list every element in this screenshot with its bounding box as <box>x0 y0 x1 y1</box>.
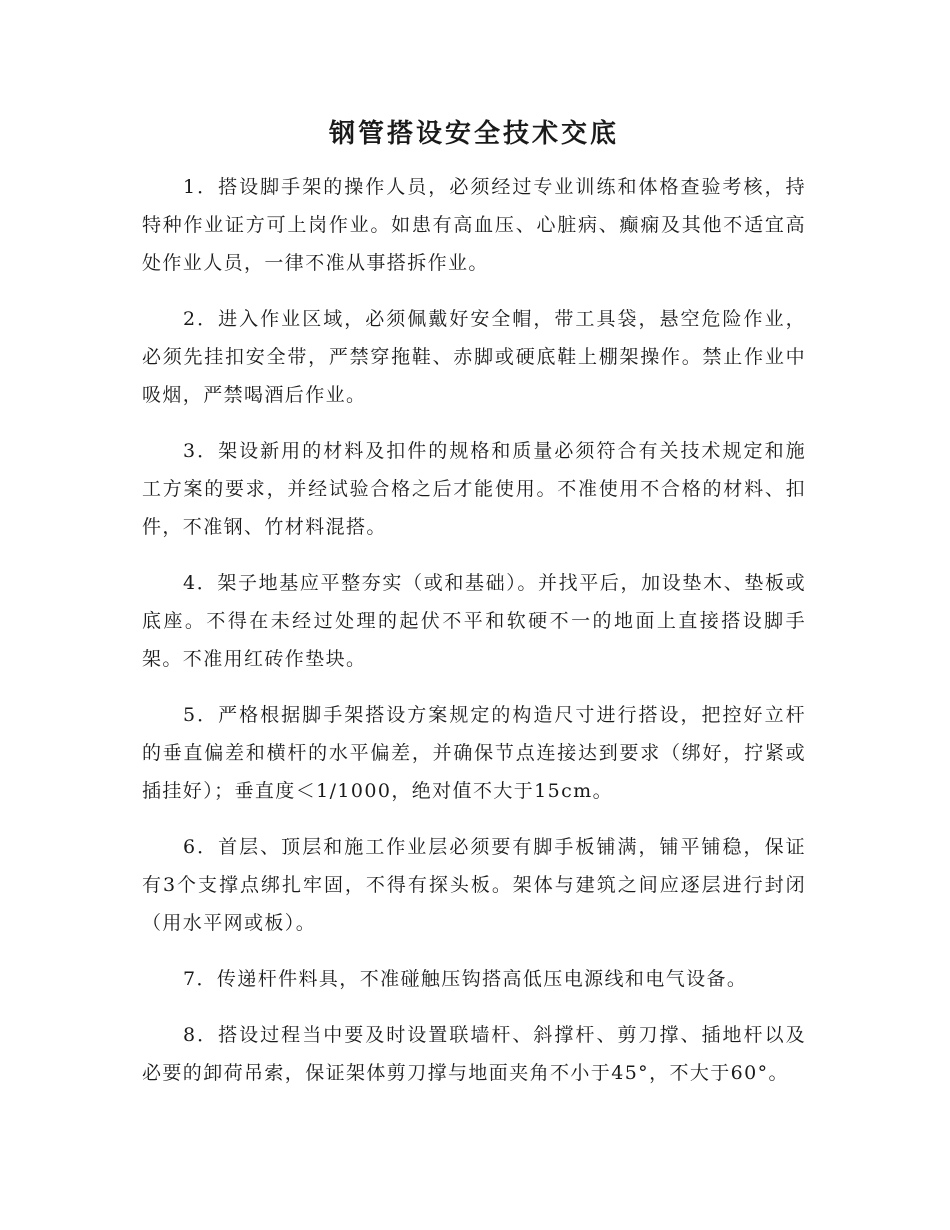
paragraph-7: 7．传递杆件料具，不准碰触压钩搭高低压电源线和电气设备。 <box>183 968 748 990</box>
paragraph-4: 4．架子地基应平整夯实（或和基础）。并找平后，加设垫木、垫板或底座。不得在未经过处理的起伏不平和软硬不一的地面上直接搭设脚手架。不准用红砖作垫块。 <box>142 572 806 670</box>
document-title: 钢管搭设安全技术交底 <box>328 119 619 149</box>
paragraph-1: 1．搭设脚手架的操作人员，必须经过专业训练和体格查验考核，持特种作业证方可上岗作业。如患有高血压、心脏病、癫痫及其他不适宜高处作业人员，一律不准从事搭拆作业。 <box>142 176 806 274</box>
paragraph-8: 8．搭设过程当中要及时设置联墙杆、斜撑杆、剪刀撑、插地杆以及必要的卸荷吊索，保证架体剪刀撑与地面夹角不小于45°，不大于60°。 <box>142 1024 806 1084</box>
paragraph-5: 5．严格根据脚手架搭设方案规定的构造尺寸进行搭设，把控好立杆的垂直偏差和横杆的水平偏差，并确保节点连接达到要求（绑好，拧紧或插挂好）；垂直度＜1/1000，绝对值不大于15cm。 <box>142 704 806 802</box>
paragraph-6: 6．首层、顶层和施工作业层必须要有脚手板铺满，铺平铺稳，保证有3个支撑点绑扎牢固，不得有探头板。架体与建筑之间应逐层进行封闭（用水平网或板）。 <box>142 836 806 934</box>
document-page <box>142 0 806 1092</box>
paragraph-3: 3．架设新用的材料及扣件的规格和质量必须符合有关技术规定和施工方案的要求，并经试验合格之后才能使用。不准使用不合格的材料、扣件，不准钢、竹材料混搭。 <box>142 440 806 538</box>
paragraph-2: 2．进入作业区域，必须佩戴好安全帽，带工具袋，悬空危险作业，必须先挂扣安全带，严禁穿拖鞋、赤脚或硬底鞋上棚架操作。禁止作业中吸烟，严禁喝酒后作业。 <box>142 308 806 406</box>
